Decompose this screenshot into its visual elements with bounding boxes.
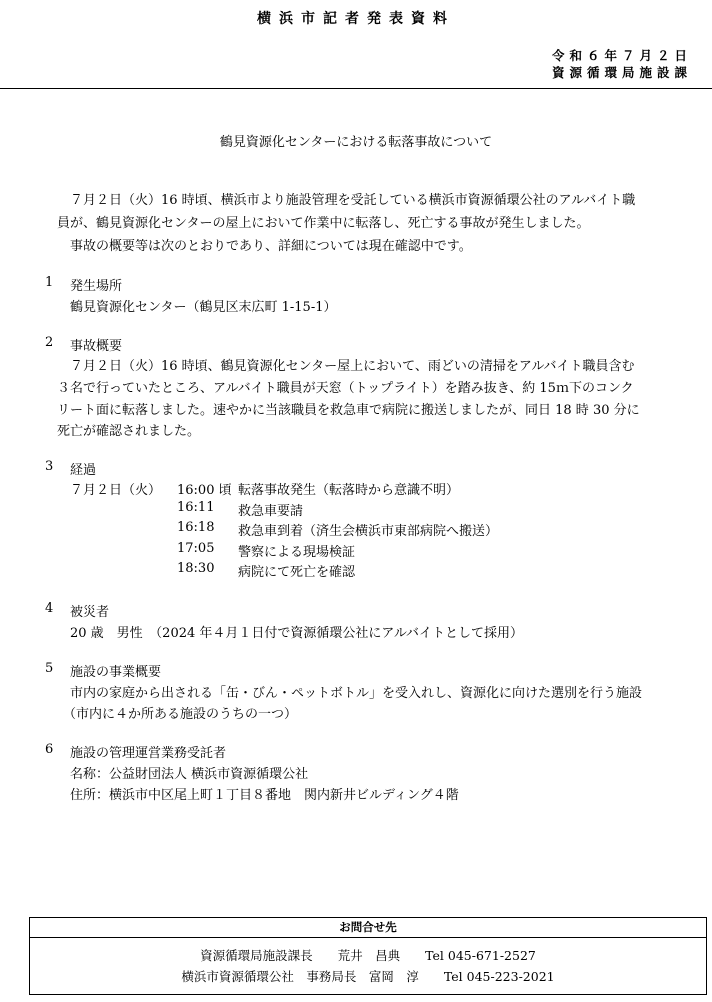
section-text: 住所：横浜市中区尾上町１丁目８番地 関内新井ビルディング４階 [70, 788, 459, 803]
intro-line: ７月２日（火）16 時頃、横浜市より施設管理を受託している横浜市資源循環公社のアルバイト職 [70, 193, 636, 208]
timeline-event: 転落事故発生（転落時から意識不明） [238, 483, 460, 498]
intro-line: 事故の概要等は次のとおりであり、詳細については現在確認中です。 [70, 239, 472, 254]
contact-heading: お問合せ先 [30, 918, 706, 938]
header-divider [0, 88, 712, 89]
contact-line: 横浜市資源循環公社 事務局長 富岡 淳 Tel 045-223-2021 [181, 969, 555, 984]
section-text: リート面に転落しました。速やかに当該職員を救急車で病院に搬送しましたが、同日 18 時 30 分に [57, 403, 640, 418]
section-heading-victim: 被災者 [70, 605, 110, 620]
contact-line: 資源循環局施設課長 荒井 昌典 Tel 045-671-2527 [200, 948, 536, 963]
section-text: 鶴見資源化センター（鶴見区末広町 1-15-1） [70, 300, 337, 315]
section-heading-summary: 事故概要 [70, 339, 123, 354]
section-text: 20 歳 男性 （2024 年４月１日付で資源循環公社にアルバイトとして採用） [70, 626, 523, 641]
section-heading-facility: 施設の事業概要 [70, 665, 162, 680]
timeline-time: 16:18 [177, 520, 215, 535]
section-text: 死亡が確認されました。 [57, 424, 201, 439]
section-text: 名称：公益財団法人 横浜市資源循環公社 [70, 767, 309, 782]
release-date: 令和６年７月２日 [551, 48, 692, 63]
section-text: （市内に４か所ある施設のうちの一つ） [63, 707, 298, 722]
section-text: 市内の家庭から出される「缶・びん・ペットボトル」を受入れし、資源化に向けた選別を行う施設 [70, 686, 643, 701]
section-text: ７月２日（火）16 時頃、鶴見資源化センター屋上において、雨どいの清掃をアルバイト職員含む [70, 359, 635, 374]
timeline-event: 救急車要請 [238, 504, 304, 519]
timeline-event: 警察による現場検証 [238, 545, 356, 560]
contact-box [29, 917, 707, 995]
release-department: 資源循環局施設課 [551, 65, 692, 80]
release-header-title: 横浜市記者発表資料 [257, 11, 455, 27]
section-heading-timeline: 経過 [70, 463, 97, 478]
timeline-time: 18:30 [177, 561, 215, 576]
timeline-date: ７月２日（火） [70, 483, 162, 498]
timeline-time: 16:00 頃 [177, 483, 232, 498]
timeline-event: 病院にて死亡を確認 [238, 565, 356, 580]
timeline-time: 17:05 [177, 541, 215, 556]
section-heading-contractor: 施設の管理運営業務受託者 [70, 746, 227, 761]
document-title: 鶴見資源化センターにおける転落事故について [219, 135, 493, 150]
section-heading-location: 発生場所 [70, 279, 123, 294]
intro-line: 員が、鶴見資源化センターの屋上において作業中に転落し、死亡する事故が発生しました。 [57, 216, 590, 231]
section-number: 1 [45, 275, 54, 290]
section-number: 2 [45, 335, 54, 350]
section-number: 4 [45, 601, 54, 616]
section-number: 3 [45, 459, 54, 474]
timeline-time: 16:11 [177, 500, 215, 515]
section-number: 5 [45, 661, 54, 676]
timeline-event: 救急車到着（済生会横浜市東部病院へ搬送） [238, 524, 499, 539]
section-text: ３名で行っていたところ、アルバイト職員が天窓（トップライト）を踏み抜き、約 15ｍ下のコンク [57, 381, 634, 396]
section-number: 6 [45, 742, 54, 757]
